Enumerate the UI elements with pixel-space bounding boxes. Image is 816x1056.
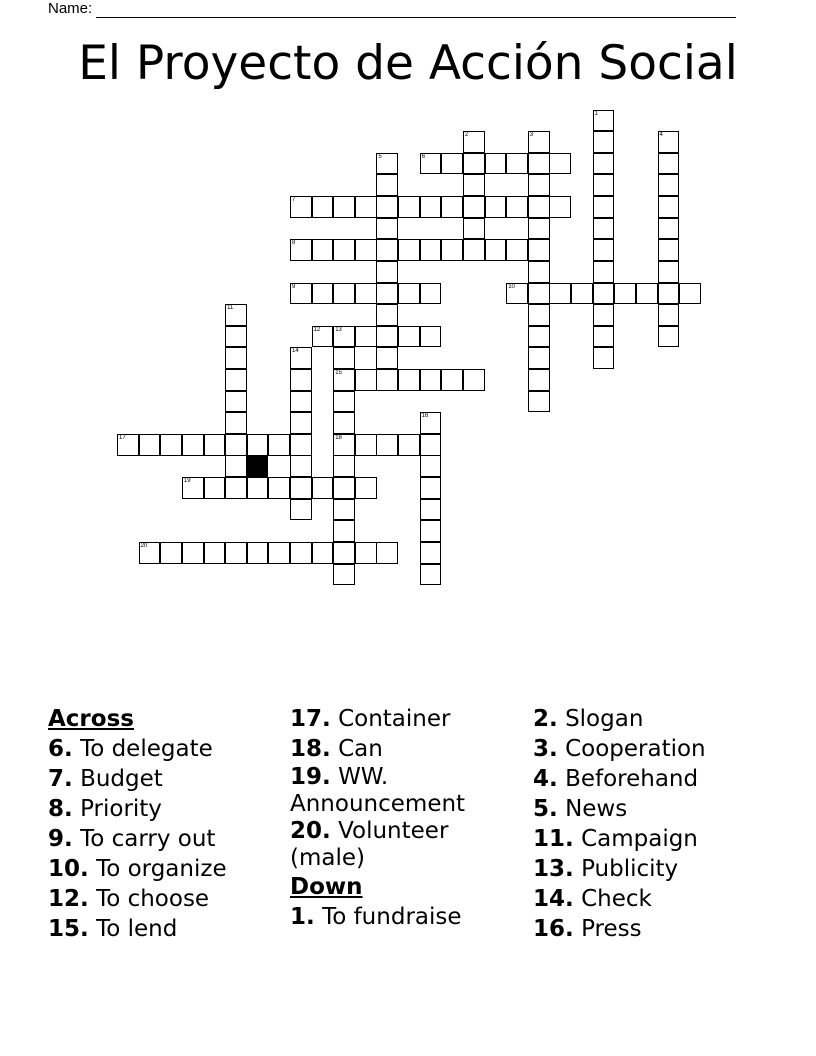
grid-cell[interactable] [182, 542, 204, 564]
grid-cell[interactable] [225, 434, 247, 456]
grid-cell[interactable] [549, 153, 571, 175]
grid-cell[interactable] [268, 434, 290, 456]
grid-cell[interactable] [333, 239, 355, 261]
grid-cell[interactable] [571, 283, 593, 305]
grid-cell[interactable] [312, 477, 334, 499]
clue-text: Beforehand [565, 766, 699, 792]
clue-text: Campaign [581, 826, 698, 852]
grid-cell[interactable] [528, 391, 550, 413]
grid-cell[interactable] [420, 369, 442, 391]
grid-cell[interactable] [441, 239, 463, 261]
grid-cell[interactable] [593, 174, 615, 196]
down-heading: Down [290, 874, 363, 900]
clue-number: 16. [533, 916, 574, 942]
grid-cell[interactable] [376, 369, 398, 391]
grid-cell[interactable] [333, 326, 355, 348]
grid-cell[interactable] [225, 369, 247, 391]
grid-cell[interactable] [463, 218, 485, 240]
clue-number: 5. [533, 796, 558, 822]
clue-item [533, 794, 773, 824]
clue-item [533, 854, 773, 884]
grid-cell[interactable] [290, 196, 312, 218]
grid-cell[interactable] [225, 455, 247, 477]
clue-text: Container [338, 706, 451, 732]
grid-cell[interactable] [398, 369, 420, 391]
grid-cell[interactable] [658, 261, 680, 283]
grid-cell[interactable] [290, 239, 312, 261]
clue-text: To lend [96, 916, 178, 942]
grid-cell[interactable] [376, 304, 398, 326]
grid-cell[interactable] [333, 196, 355, 218]
clue-item [48, 734, 288, 764]
grid-cell[interactable] [160, 434, 182, 456]
clue-text: To delegate [80, 736, 213, 762]
grid-cell[interactable] [485, 239, 507, 261]
clue-number-label: 11 [227, 305, 234, 312]
grid-cell[interactable] [333, 369, 355, 391]
grid-cell[interactable] [290, 542, 312, 564]
grid-cell[interactable] [355, 369, 377, 391]
grid-cell[interactable] [420, 542, 442, 564]
clue-number: 14. [533, 886, 574, 912]
grid-cell[interactable] [376, 347, 398, 369]
grid-cell[interactable] [420, 412, 442, 434]
clue-number: 8. [48, 796, 73, 822]
grid-cell[interactable] [398, 239, 420, 261]
grid-cell[interactable] [528, 283, 550, 305]
clue-number: 10. [48, 856, 89, 882]
grid-cell[interactable] [593, 110, 615, 132]
grid-cell[interactable] [679, 283, 701, 305]
clue-text: Priority [80, 796, 162, 822]
grid-cell[interactable] [355, 434, 377, 456]
grid-cell[interactable] [420, 153, 442, 175]
grid-cell[interactable] [441, 153, 463, 175]
clue-text: News [565, 796, 628, 822]
grid-cell[interactable] [333, 434, 355, 456]
grid-cell[interactable] [398, 326, 420, 348]
down-clue-list-continued [533, 704, 773, 944]
clue-number: 19. [290, 764, 331, 790]
grid-cell[interactable] [290, 347, 312, 369]
clue-text: Budget [80, 766, 163, 792]
grid-cell[interactable] [614, 283, 636, 305]
grid-cell[interactable] [528, 153, 550, 175]
clue-number-label: 9 [292, 283, 296, 290]
clue-number-label: 10 [508, 283, 515, 290]
grid-cell[interactable] [333, 412, 355, 434]
grid-cell[interactable] [528, 304, 550, 326]
grid-cell[interactable] [355, 239, 377, 261]
clue-text: Check [581, 886, 652, 912]
clue-number: 15. [48, 916, 89, 942]
clue-item [290, 818, 530, 872]
grid-cell[interactable] [290, 477, 312, 499]
clue-number-label: 4 [659, 132, 663, 139]
clue-item [48, 764, 288, 794]
grid-cell[interactable] [355, 542, 377, 564]
grid-cell[interactable] [420, 326, 442, 348]
clue-item [533, 704, 773, 734]
grid-cell[interactable] [333, 455, 355, 477]
grid-cell[interactable] [290, 412, 312, 434]
grid-cell[interactable] [376, 542, 398, 564]
grid-cell[interactable] [463, 239, 485, 261]
grid-cell[interactable] [658, 304, 680, 326]
grid-cell[interactable] [376, 196, 398, 218]
down-clue-list [290, 902, 530, 932]
grid-cell[interactable] [593, 347, 615, 369]
clue-column-1 [48, 704, 288, 944]
grid-cell[interactable] [593, 239, 615, 261]
grid-cell[interactable] [658, 153, 680, 175]
clue-item [533, 884, 773, 914]
grid-cell[interactable] [485, 196, 507, 218]
grid-cell[interactable] [441, 196, 463, 218]
grid-cell[interactable] [593, 261, 615, 283]
grid-cell[interactable] [225, 542, 247, 564]
grid-cell[interactable] [312, 239, 334, 261]
grid-cell[interactable] [485, 153, 507, 175]
clue-item [533, 914, 773, 944]
clue-number-label: 7 [292, 197, 296, 203]
clue-text: To organize [96, 856, 227, 882]
clue-number-label: 2 [464, 132, 469, 139]
clue-number-label: 17 [119, 434, 126, 441]
grid-cell[interactable] [376, 153, 398, 175]
clue-text: Press [581, 916, 642, 942]
clue-number: 9. [48, 826, 73, 852]
clue-text: Cooperation [565, 736, 706, 762]
grid-cell[interactable] [182, 434, 204, 456]
grid-cell[interactable] [420, 196, 442, 218]
grid-cell[interactable] [225, 304, 247, 326]
clue-number: 6. [48, 736, 73, 762]
grid-cell[interactable] [333, 391, 355, 413]
grid-cell[interactable] [247, 434, 269, 456]
grid-cell[interactable] [528, 239, 550, 261]
grid-cell[interactable] [333, 347, 355, 369]
grid-cell[interactable] [528, 131, 550, 153]
grid-cell[interactable] [204, 477, 226, 499]
grid-cell[interactable] [376, 326, 398, 348]
grid-cell[interactable] [376, 283, 398, 305]
grid-cell[interactable] [355, 283, 377, 305]
clue-number: 2. [533, 706, 558, 732]
grid-cell[interactable] [420, 434, 442, 456]
clue-text: To choose [96, 886, 210, 912]
clue-number: 17. [290, 706, 331, 732]
grid-cell[interactable] [139, 542, 161, 564]
grid-cell[interactable] [528, 347, 550, 369]
grid-cell[interactable] [376, 434, 398, 456]
across-clue-list-continued [290, 704, 530, 872]
grid-cell[interactable] [333, 499, 355, 521]
grid-cell[interactable] [463, 131, 485, 153]
grid-cell[interactable] [398, 196, 420, 218]
clue-number: 4. [533, 766, 558, 792]
clue-column-3 [533, 704, 773, 944]
clue-item [290, 704, 530, 734]
clue-text: Slogan [565, 706, 644, 732]
grid-cell[interactable] [312, 542, 334, 564]
grid-cell[interactable] [290, 391, 312, 413]
grid-cell[interactable] [420, 455, 442, 477]
grid-cell[interactable] [312, 326, 334, 348]
grid-cell[interactable] [117, 434, 139, 456]
grid-cell[interactable] [549, 283, 571, 305]
clue-number: 20. [290, 818, 331, 844]
grid-cell[interactable] [420, 564, 442, 586]
clue-number: 13. [533, 856, 574, 882]
grid-cell[interactable] [528, 218, 550, 240]
clue-number-label: 8 [292, 240, 296, 247]
grid-cell[interactable] [528, 369, 550, 391]
clue-number-label: 13 [335, 326, 342, 333]
grid-cell[interactable] [355, 196, 377, 218]
grid-cell[interactable] [593, 283, 615, 305]
clue-item [290, 734, 530, 764]
clue-number: 3. [533, 736, 558, 762]
grid-cell[interactable] [268, 477, 290, 499]
grid-cell[interactable] [160, 542, 182, 564]
clue-number-label: 16 [421, 413, 429, 420]
grid-cell[interactable] [355, 326, 377, 348]
grid-cell[interactable] [333, 477, 355, 499]
grid-cell[interactable] [593, 218, 615, 240]
grid-cell[interactable] [593, 153, 615, 175]
clue-item [533, 734, 773, 764]
grid-cell[interactable] [225, 391, 247, 413]
grid-cell[interactable] [658, 239, 680, 261]
clue-number-label: 5 [378, 153, 382, 160]
grid-cell[interactable] [420, 520, 442, 542]
grid-cell[interactable] [463, 153, 485, 175]
clue-number: 7. [48, 766, 73, 792]
grid-cell[interactable] [290, 434, 312, 456]
grid-cell[interactable] [593, 326, 615, 348]
clue-text: Volunteer (male) [290, 818, 449, 871]
clue-number-label: 6 [421, 153, 426, 160]
grid-cell[interactable] [441, 369, 463, 391]
clue-item [48, 794, 288, 824]
grid-cell[interactable] [658, 218, 680, 240]
grid-cell[interactable] [139, 434, 161, 456]
clue-text: To fundraise [322, 904, 462, 930]
grid-cell[interactable] [225, 477, 247, 499]
grid-cell[interactable] [290, 455, 312, 477]
grid-cell[interactable] [658, 174, 680, 196]
grid-cell[interactable] [528, 326, 550, 348]
clue-text: Can [338, 736, 383, 762]
grid-cell[interactable] [376, 239, 398, 261]
grid-cell[interactable] [182, 477, 204, 499]
black-square [247, 455, 269, 477]
grid-cell[interactable] [506, 153, 528, 175]
grid-cell[interactable] [593, 304, 615, 326]
clue-item [290, 902, 530, 932]
clue-number: 18. [290, 736, 331, 762]
grid-cell[interactable] [420, 477, 442, 499]
clue-item [533, 824, 773, 854]
grid-cell[interactable] [333, 283, 355, 305]
grid-cell[interactable] [593, 131, 615, 153]
clue-item [290, 764, 530, 818]
grid-cell[interactable] [204, 542, 226, 564]
clue-text: Publicity [581, 856, 679, 882]
grid-cell[interactable] [463, 369, 485, 391]
clue-number-label: 1 [594, 110, 598, 117]
clue-item [48, 824, 288, 854]
grid-cell[interactable] [528, 174, 550, 196]
grid-cell[interactable] [506, 239, 528, 261]
clue-text: To carry out [80, 826, 216, 852]
clue-number-label: 20 [140, 542, 148, 549]
grid-cell[interactable] [420, 499, 442, 521]
grid-cell[interactable] [463, 196, 485, 218]
across-heading: Across [48, 706, 134, 732]
clue-number-label: 19 [183, 478, 191, 484]
grid-cell[interactable] [355, 477, 377, 499]
grid-cell[interactable] [290, 369, 312, 391]
clue-number-label: 12 [313, 326, 321, 333]
grid-cell[interactable] [549, 196, 571, 218]
grid-cell[interactable] [420, 283, 442, 305]
grid-cell[interactable] [398, 434, 420, 456]
grid-cell[interactable] [290, 499, 312, 521]
grid-cell[interactable] [398, 283, 420, 305]
clue-number: 12. [48, 886, 89, 912]
grid-cell[interactable] [376, 174, 398, 196]
clue-number-label: 15 [335, 369, 342, 376]
grid-cell[interactable] [506, 196, 528, 218]
page-title: El Proyecto de Acción Social [78, 36, 738, 91]
grid-cell[interactable] [312, 283, 334, 305]
grid-cell[interactable] [593, 196, 615, 218]
grid-cell[interactable] [225, 412, 247, 434]
grid-cell[interactable] [658, 283, 680, 305]
grid-cell[interactable] [376, 261, 398, 283]
grid-cell[interactable] [658, 326, 680, 348]
grid-cell[interactable] [333, 520, 355, 542]
grid-cell[interactable] [312, 196, 334, 218]
grid-cell[interactable] [333, 542, 355, 564]
grid-cell[interactable] [528, 196, 550, 218]
name-label: Name: [48, 0, 93, 17]
grid-cell[interactable] [376, 218, 398, 240]
grid-cell[interactable] [268, 542, 290, 564]
clue-item [48, 914, 288, 944]
grid-cell[interactable] [463, 174, 485, 196]
grid-cell[interactable] [333, 564, 355, 586]
grid-cell[interactable] [247, 477, 269, 499]
clue-text: WW. Announcement [290, 764, 466, 817]
grid-cell[interactable] [225, 326, 247, 348]
clue-column-2 [290, 704, 530, 932]
grid-cell[interactable] [225, 347, 247, 369]
clue-number-label: 14 [292, 348, 299, 355]
clue-number: 11. [533, 826, 574, 852]
grid-cell[interactable] [247, 542, 269, 564]
grid-cell[interactable] [420, 239, 442, 261]
clue-number: 1. [290, 904, 315, 930]
grid-cell[interactable] [204, 434, 226, 456]
grid-cell[interactable] [290, 283, 312, 305]
grid-cell[interactable] [528, 261, 550, 283]
clue-number-label: 3 [529, 132, 534, 139]
clue-item [48, 854, 288, 884]
grid-cell[interactable] [658, 196, 680, 218]
grid-cell[interactable] [636, 283, 658, 305]
grid-cell[interactable] [658, 131, 680, 153]
grid-cell[interactable] [506, 283, 528, 305]
clue-item [48, 884, 288, 914]
clue-number-label: 18 [335, 434, 342, 441]
clue-item [533, 764, 773, 794]
across-clue-list [48, 734, 288, 944]
